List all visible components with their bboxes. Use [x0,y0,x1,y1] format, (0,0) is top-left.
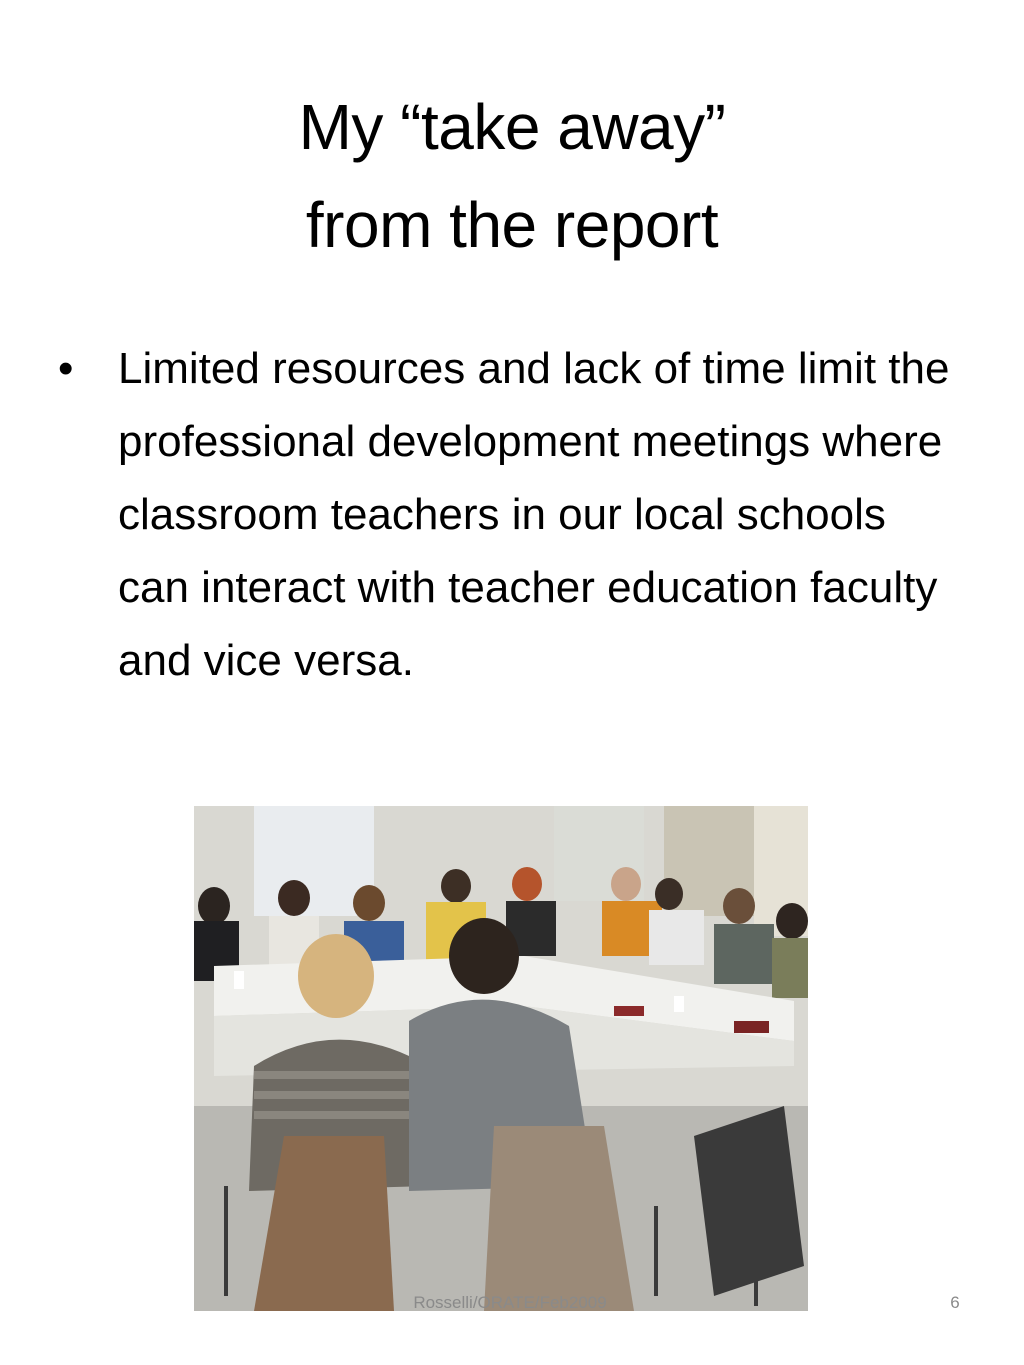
bullet-text: Limited resources and lack of time limit the professional development meetings where classroom teachers in our local schools can interact with teacher education faculty and vice versa. [118,344,950,685]
meeting-photo [194,806,808,1311]
slide-title [60,78,964,274]
slide-number: 6 [950,1293,960,1312]
slide-title-line-1: My “take away” [298,91,726,163]
bullet-icon: • [58,344,74,393]
footer-text: Rosselli/ORATE/Feb2009 [413,1293,607,1312]
slide-title-line-2: from the report [305,189,719,261]
meeting-photo-illustration [194,806,808,1311]
